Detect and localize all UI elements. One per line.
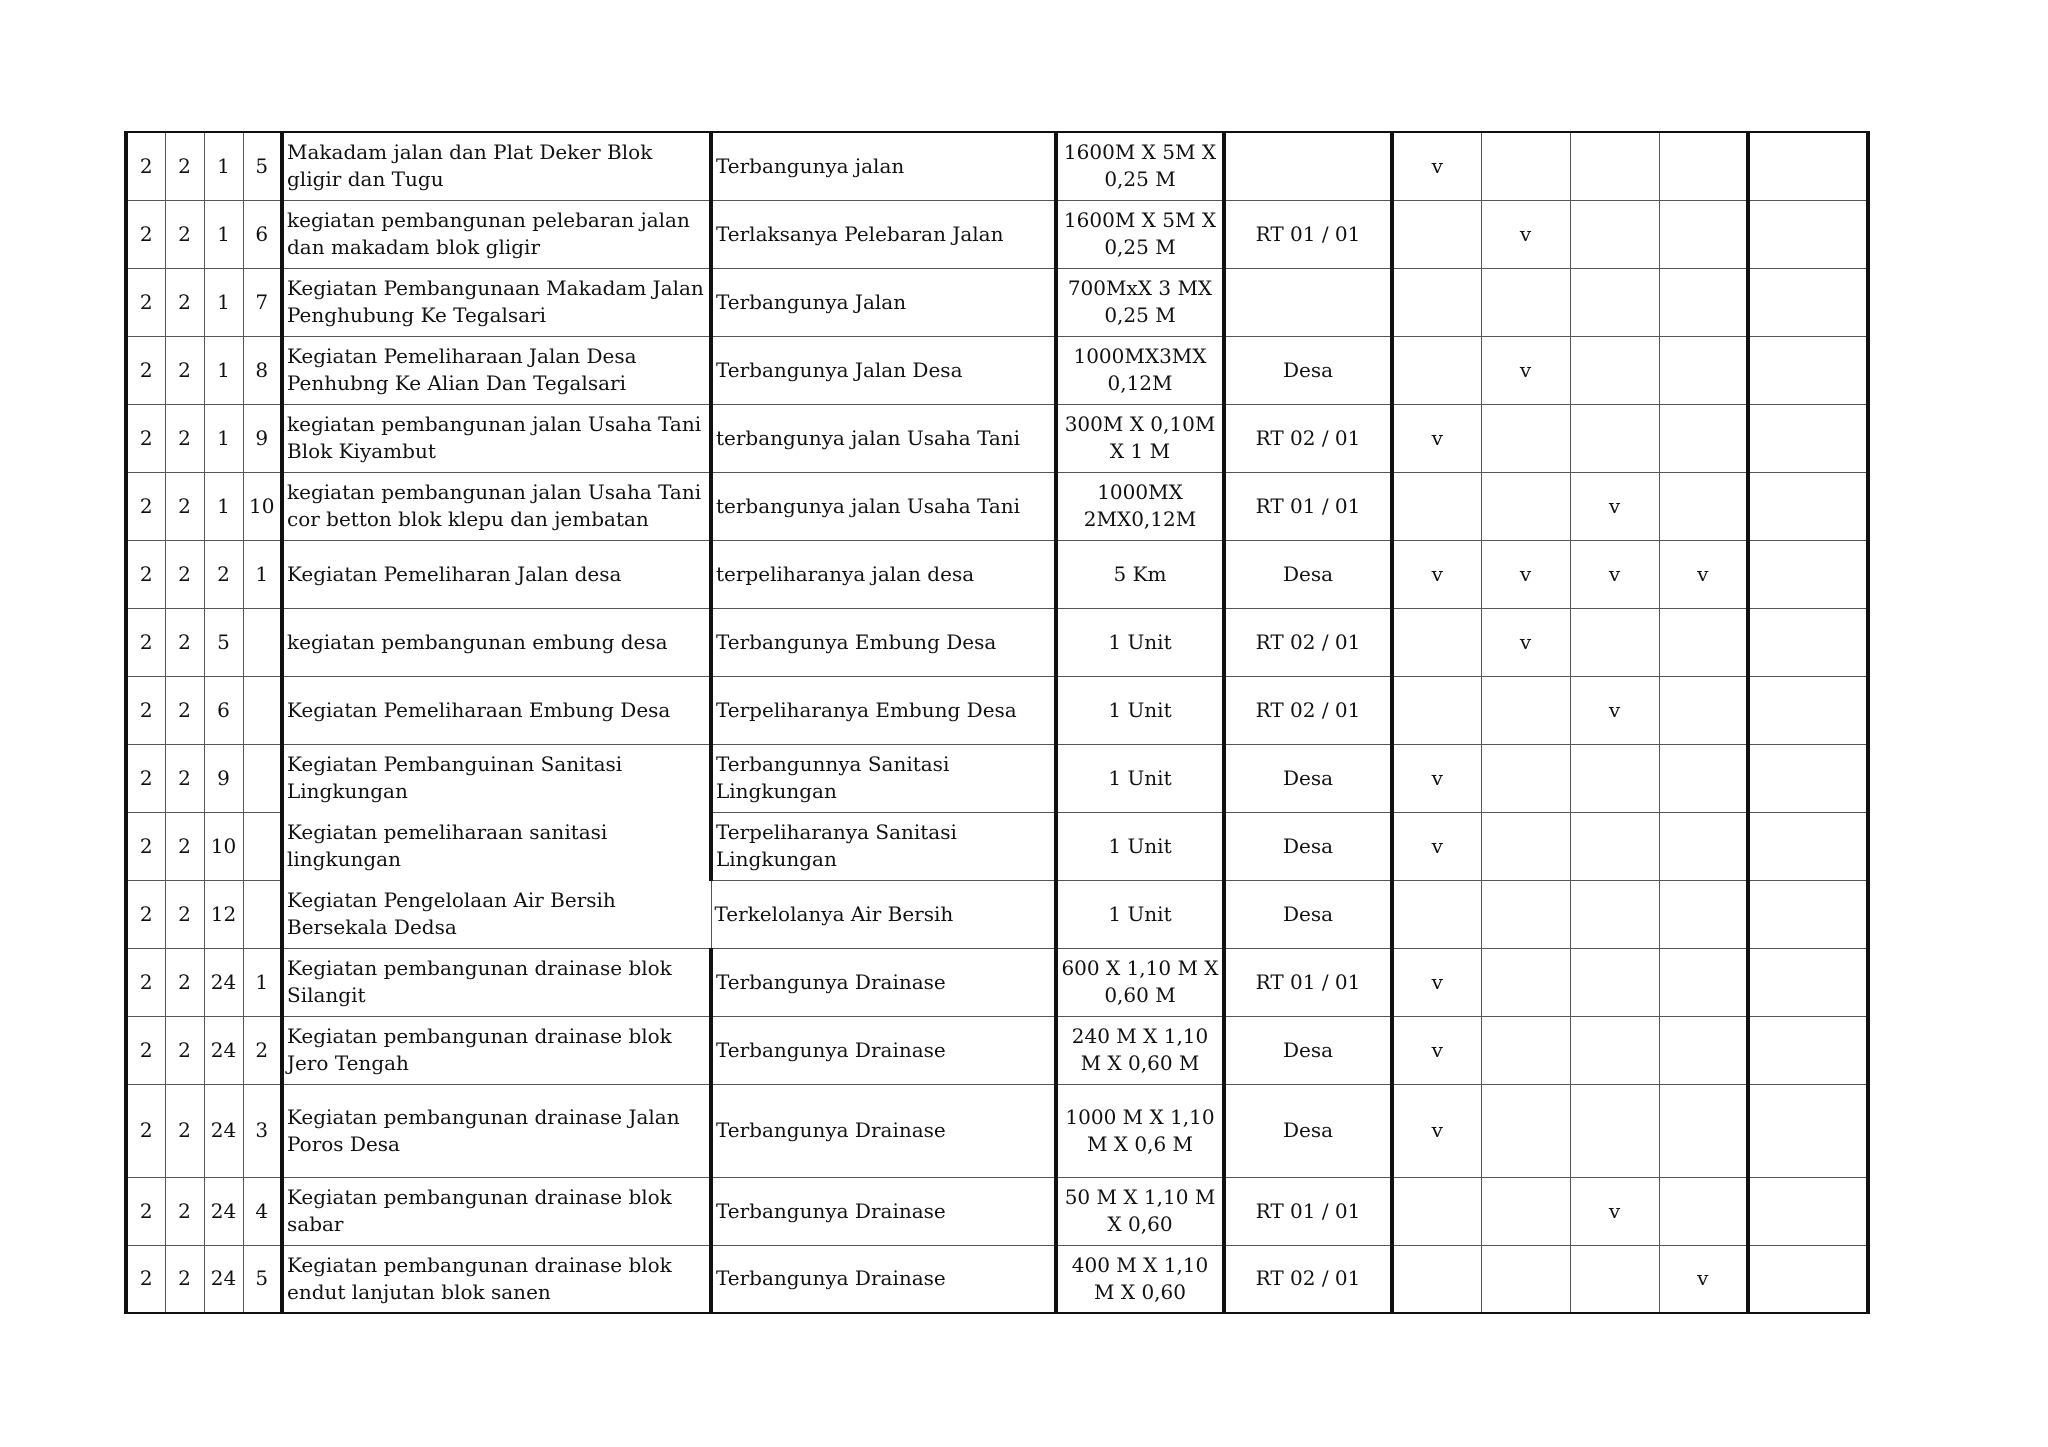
output-cell: Terbangunya Jalan bbox=[711, 268, 1056, 336]
activity-cell: Kegiatan pemeliharaan sanitasi lingkungan bbox=[282, 812, 711, 880]
location-cell: Desa bbox=[1224, 744, 1392, 812]
location-cell: RT 01 / 01 bbox=[1224, 472, 1392, 540]
code-4-cell: 7 bbox=[243, 268, 282, 336]
quarter-3-cell bbox=[1570, 1245, 1659, 1313]
code-1-cell: 2 bbox=[126, 608, 165, 676]
table-row bbox=[126, 1084, 1868, 1177]
quarter-2-cell bbox=[1481, 404, 1570, 472]
remarks-cell bbox=[1748, 404, 1868, 472]
code-1-cell: 2 bbox=[126, 1245, 165, 1313]
code-4-cell: 9 bbox=[243, 404, 282, 472]
quarter-3-cell: v bbox=[1570, 676, 1659, 744]
code-4-cell: 4 bbox=[243, 1177, 282, 1245]
quarter-1-cell bbox=[1392, 608, 1481, 676]
quarter-3-cell bbox=[1570, 880, 1659, 948]
quarter-2-cell bbox=[1481, 744, 1570, 812]
activity-cell: kegiatan pembangunan jalan Usaha Tani Blok Kiyambut bbox=[282, 404, 711, 472]
output-cell: Terkelolanya Air Bersih bbox=[711, 880, 1056, 948]
quarter-2-cell bbox=[1481, 1016, 1570, 1084]
table-row bbox=[126, 744, 1868, 812]
quarter-1-cell: v bbox=[1392, 1084, 1481, 1177]
quarter-3-cell: v bbox=[1570, 472, 1659, 540]
code-3-cell: 1 bbox=[204, 200, 243, 268]
code-4-cell: 5 bbox=[243, 132, 282, 200]
quarter-4-cell bbox=[1659, 472, 1748, 540]
activity-cell: Kegiatan Pembanguinan Sanitasi Lingkungan bbox=[282, 744, 711, 812]
table-row bbox=[126, 540, 1868, 608]
location-cell: RT 01 / 01 bbox=[1224, 1177, 1392, 1245]
table-row bbox=[126, 676, 1868, 744]
quarter-1-cell bbox=[1392, 200, 1481, 268]
location-cell: Desa bbox=[1224, 1016, 1392, 1084]
code-4-cell bbox=[243, 812, 282, 880]
quarter-1-cell bbox=[1392, 880, 1481, 948]
output-cell: Terbangunya jalan bbox=[711, 132, 1056, 200]
code-3-cell: 9 bbox=[204, 744, 243, 812]
code-1-cell: 2 bbox=[126, 132, 165, 200]
volume-cell: 600 X 1,10 M X 0,60 M bbox=[1056, 948, 1224, 1016]
quarter-4-cell bbox=[1659, 268, 1748, 336]
quarter-3-cell: v bbox=[1570, 540, 1659, 608]
quarter-2-cell: v bbox=[1481, 200, 1570, 268]
output-cell: Terlaksanya Pelebaran Jalan bbox=[711, 200, 1056, 268]
quarter-3-cell bbox=[1570, 132, 1659, 200]
quarter-1-cell bbox=[1392, 676, 1481, 744]
output-cell: Terbangunya Drainase bbox=[711, 1016, 1056, 1084]
activity-cell: Kegiatan Pemeliharaan Embung Desa bbox=[282, 676, 711, 744]
output-cell: Terbangunya Drainase bbox=[711, 1245, 1056, 1313]
quarter-2-cell: v bbox=[1481, 608, 1570, 676]
activity-cell: Kegiatan pembangunan drainase blok endut lanjutan blok sanen bbox=[282, 1245, 711, 1313]
code-3-cell: 1 bbox=[204, 268, 243, 336]
remarks-cell bbox=[1748, 200, 1868, 268]
remarks-cell bbox=[1748, 336, 1868, 404]
code-4-cell: 1 bbox=[243, 540, 282, 608]
volume-cell: 1 Unit bbox=[1056, 812, 1224, 880]
quarter-1-cell bbox=[1392, 472, 1481, 540]
quarter-3-cell bbox=[1570, 268, 1659, 336]
quarter-3-cell bbox=[1570, 1084, 1659, 1177]
quarter-4-cell: v bbox=[1659, 1245, 1748, 1313]
quarter-1-cell: v bbox=[1392, 744, 1481, 812]
location-cell: Desa bbox=[1224, 812, 1392, 880]
quarter-2-cell bbox=[1481, 1084, 1570, 1177]
quarter-2-cell bbox=[1481, 812, 1570, 880]
activity-cell: kegiatan pembangunan embung desa bbox=[282, 608, 711, 676]
location-cell bbox=[1224, 268, 1392, 336]
code-3-cell: 1 bbox=[204, 336, 243, 404]
output-cell: terbangunya jalan Usaha Tani bbox=[711, 472, 1056, 540]
code-1-cell: 2 bbox=[126, 200, 165, 268]
table-row bbox=[126, 472, 1868, 540]
volume-cell: 1000MX 2MX0,12M bbox=[1056, 472, 1224, 540]
remarks-cell bbox=[1748, 812, 1868, 880]
code-3-cell: 12 bbox=[204, 880, 243, 948]
volume-cell: 1 Unit bbox=[1056, 676, 1224, 744]
output-cell: Terbangunya Drainase bbox=[711, 1084, 1056, 1177]
code-2-cell: 2 bbox=[165, 336, 204, 404]
remarks-cell bbox=[1748, 948, 1868, 1016]
code-4-cell: 1 bbox=[243, 948, 282, 1016]
volume-cell: 1 Unit bbox=[1056, 608, 1224, 676]
quarter-1-cell: v bbox=[1392, 1016, 1481, 1084]
code-2-cell: 2 bbox=[165, 472, 204, 540]
quarter-4-cell bbox=[1659, 200, 1748, 268]
quarter-2-cell bbox=[1481, 880, 1570, 948]
location-cell: RT 02 / 01 bbox=[1224, 1245, 1392, 1313]
remarks-cell bbox=[1748, 608, 1868, 676]
table-row bbox=[126, 336, 1868, 404]
table-row bbox=[126, 1245, 1868, 1313]
table-row bbox=[126, 948, 1868, 1016]
quarter-4-cell bbox=[1659, 1177, 1748, 1245]
remarks-cell bbox=[1748, 472, 1868, 540]
quarter-4-cell bbox=[1659, 132, 1748, 200]
code-1-cell: 2 bbox=[126, 404, 165, 472]
location-cell: RT 01 / 01 bbox=[1224, 948, 1392, 1016]
quarter-2-cell bbox=[1481, 268, 1570, 336]
quarter-3-cell bbox=[1570, 404, 1659, 472]
remarks-cell bbox=[1748, 268, 1868, 336]
quarter-4-cell bbox=[1659, 812, 1748, 880]
activity-cell: Kegiatan Pembangunaan Makadam Jalan Penghubung Ke Tegalsari bbox=[282, 268, 711, 336]
table-row bbox=[126, 404, 1868, 472]
quarter-2-cell: v bbox=[1481, 540, 1570, 608]
location-cell: RT 02 / 01 bbox=[1224, 676, 1392, 744]
activity-cell: kegiatan pembangunan pelebaran jalan dan makadam blok gligir bbox=[282, 200, 711, 268]
output-cell: Terbangunya Jalan Desa bbox=[711, 336, 1056, 404]
location-cell: RT 02 / 01 bbox=[1224, 608, 1392, 676]
code-4-cell: 10 bbox=[243, 472, 282, 540]
code-2-cell: 2 bbox=[165, 540, 204, 608]
location-cell: RT 02 / 01 bbox=[1224, 404, 1392, 472]
quarter-4-cell bbox=[1659, 948, 1748, 1016]
volume-cell: 700MxX 3 MX 0,25 M bbox=[1056, 268, 1224, 336]
quarter-3-cell bbox=[1570, 744, 1659, 812]
quarter-3-cell: v bbox=[1570, 1177, 1659, 1245]
code-4-cell bbox=[243, 676, 282, 744]
quarter-3-cell bbox=[1570, 812, 1659, 880]
volume-cell: 1 Unit bbox=[1056, 880, 1224, 948]
quarter-1-cell: v bbox=[1392, 812, 1481, 880]
code-3-cell: 24 bbox=[204, 948, 243, 1016]
code-2-cell: 2 bbox=[165, 268, 204, 336]
quarter-1-cell: v bbox=[1392, 132, 1481, 200]
volume-cell: 1 Unit bbox=[1056, 744, 1224, 812]
code-1-cell: 2 bbox=[126, 336, 165, 404]
code-3-cell: 1 bbox=[204, 472, 243, 540]
quarter-2-cell bbox=[1481, 132, 1570, 200]
activity-cell: Kegiatan Pemeliharaan Jalan Desa Penhubng Ke Alian Dan Tegalsari bbox=[282, 336, 711, 404]
code-3-cell: 6 bbox=[204, 676, 243, 744]
code-3-cell: 24 bbox=[204, 1084, 243, 1177]
output-cell: Terpeliharanya Sanitasi Lingkungan bbox=[711, 812, 1056, 880]
quarter-1-cell: v bbox=[1392, 540, 1481, 608]
location-cell: Desa bbox=[1224, 336, 1392, 404]
code-4-cell bbox=[243, 880, 282, 948]
quarter-4-cell: v bbox=[1659, 540, 1748, 608]
output-cell: Terpeliharanya Embung Desa bbox=[711, 676, 1056, 744]
output-cell: Terbangunya Drainase bbox=[711, 1177, 1056, 1245]
code-1-cell: 2 bbox=[126, 1016, 165, 1084]
volume-cell: 240 M X 1,10 M X 0,60 M bbox=[1056, 1016, 1224, 1084]
location-cell: RT 01 / 01 bbox=[1224, 200, 1392, 268]
remarks-cell bbox=[1748, 1084, 1868, 1177]
code-2-cell: 2 bbox=[165, 1177, 204, 1245]
activity-cell: Kegiatan pembangunan drainase Jalan Poros Desa bbox=[282, 1084, 711, 1177]
volume-cell: 50 M X 1,10 M X 0,60 bbox=[1056, 1177, 1224, 1245]
code-2-cell: 2 bbox=[165, 744, 204, 812]
code-2-cell: 2 bbox=[165, 1084, 204, 1177]
table-row bbox=[126, 1177, 1868, 1245]
quarter-4-cell bbox=[1659, 404, 1748, 472]
code-1-cell: 2 bbox=[126, 812, 165, 880]
volume-cell: 1600M X 5M X 0,25 M bbox=[1056, 132, 1224, 200]
code-3-cell: 10 bbox=[204, 812, 243, 880]
code-2-cell: 2 bbox=[165, 948, 204, 1016]
code-2-cell: 2 bbox=[165, 676, 204, 744]
volume-cell: 5 Km bbox=[1056, 540, 1224, 608]
code-1-cell: 2 bbox=[126, 1177, 165, 1245]
remarks-cell bbox=[1748, 1016, 1868, 1084]
quarter-3-cell bbox=[1570, 1016, 1659, 1084]
code-3-cell: 1 bbox=[204, 132, 243, 200]
output-cell: terpeliharanya jalan desa bbox=[711, 540, 1056, 608]
quarter-2-cell bbox=[1481, 1245, 1570, 1313]
code-4-cell: 2 bbox=[243, 1016, 282, 1084]
quarter-1-cell bbox=[1392, 336, 1481, 404]
quarter-3-cell bbox=[1570, 200, 1659, 268]
code-1-cell: 2 bbox=[126, 540, 165, 608]
remarks-cell bbox=[1748, 1245, 1868, 1313]
code-1-cell: 2 bbox=[126, 744, 165, 812]
location-cell: Desa bbox=[1224, 540, 1392, 608]
code-1-cell: 2 bbox=[126, 676, 165, 744]
output-cell: Terbangunya Embung Desa bbox=[711, 608, 1056, 676]
activity-cell: Kegiatan pembangunan drainase blok Silangit bbox=[282, 948, 711, 1016]
table-row bbox=[126, 132, 1868, 200]
code-4-cell bbox=[243, 608, 282, 676]
output-cell: Terbangunya Drainase bbox=[711, 948, 1056, 1016]
code-1-cell: 2 bbox=[126, 880, 165, 948]
table-row bbox=[126, 812, 1868, 880]
output-cell: terbangunya jalan Usaha Tani bbox=[711, 404, 1056, 472]
code-4-cell: 6 bbox=[243, 200, 282, 268]
quarter-3-cell bbox=[1570, 948, 1659, 1016]
activity-cell: kegiatan pembangunan jalan Usaha Tani cor betton blok klepu dan jembatan bbox=[282, 472, 711, 540]
code-2-cell: 2 bbox=[165, 404, 204, 472]
code-3-cell: 2 bbox=[204, 540, 243, 608]
code-2-cell: 2 bbox=[165, 880, 204, 948]
quarter-4-cell bbox=[1659, 608, 1748, 676]
remarks-cell bbox=[1748, 1177, 1868, 1245]
code-2-cell: 2 bbox=[165, 1016, 204, 1084]
volume-cell: 1000 M X 1,10 M X 0,6 M bbox=[1056, 1084, 1224, 1177]
quarter-2-cell bbox=[1481, 676, 1570, 744]
quarter-3-cell bbox=[1570, 608, 1659, 676]
activity-cell: Kegiatan pembangunan drainase blok sabar bbox=[282, 1177, 711, 1245]
planning-table bbox=[124, 131, 1870, 1314]
activity-cell: Makadam jalan dan Plat Deker Blok gligir dan Tugu bbox=[282, 132, 711, 200]
code-1-cell: 2 bbox=[126, 1084, 165, 1177]
volume-cell: 400 M X 1,10 M X 0,60 bbox=[1056, 1245, 1224, 1313]
quarter-1-cell bbox=[1392, 1177, 1481, 1245]
remarks-cell bbox=[1748, 540, 1868, 608]
volume-cell: 1000MX3MX 0,12M bbox=[1056, 336, 1224, 404]
quarter-1-cell bbox=[1392, 268, 1481, 336]
table-body bbox=[126, 132, 1868, 1313]
quarter-1-cell: v bbox=[1392, 404, 1481, 472]
location-cell bbox=[1224, 132, 1392, 200]
code-2-cell: 2 bbox=[165, 812, 204, 880]
code-2-cell: 2 bbox=[165, 200, 204, 268]
code-4-cell: 5 bbox=[243, 1245, 282, 1313]
volume-cell: 300M X 0,10M X 1 M bbox=[1056, 404, 1224, 472]
code-2-cell: 2 bbox=[165, 1245, 204, 1313]
quarter-4-cell bbox=[1659, 1084, 1748, 1177]
quarter-2-cell bbox=[1481, 948, 1570, 1016]
code-3-cell: 5 bbox=[204, 608, 243, 676]
quarter-1-cell bbox=[1392, 1245, 1481, 1313]
quarter-4-cell bbox=[1659, 880, 1748, 948]
code-2-cell: 2 bbox=[165, 132, 204, 200]
table-row bbox=[126, 268, 1868, 336]
activity-cell: Kegiatan Pemeliharan Jalan desa bbox=[282, 540, 711, 608]
code-4-cell: 3 bbox=[243, 1084, 282, 1177]
location-cell: Desa bbox=[1224, 1084, 1392, 1177]
quarter-2-cell bbox=[1481, 472, 1570, 540]
activity-cell: Kegiatan pembangunan drainase blok Jero Tengah bbox=[282, 1016, 711, 1084]
code-2-cell: 2 bbox=[165, 608, 204, 676]
quarter-3-cell bbox=[1570, 336, 1659, 404]
table-row bbox=[126, 880, 1868, 948]
quarter-4-cell bbox=[1659, 744, 1748, 812]
quarter-4-cell bbox=[1659, 676, 1748, 744]
output-cell: Terbangunnya Sanitasi Lingkungan bbox=[711, 744, 1056, 812]
code-1-cell: 2 bbox=[126, 268, 165, 336]
remarks-cell bbox=[1748, 676, 1868, 744]
code-3-cell: 24 bbox=[204, 1177, 243, 1245]
code-3-cell: 1 bbox=[204, 404, 243, 472]
table-row bbox=[126, 1016, 1868, 1084]
activity-cell: Kegiatan Pengelolaan Air Bersih Bersekala Dedsa bbox=[282, 880, 711, 948]
code-1-cell: 2 bbox=[126, 948, 165, 1016]
remarks-cell bbox=[1748, 132, 1868, 200]
quarter-2-cell: v bbox=[1481, 336, 1570, 404]
table-row bbox=[126, 608, 1868, 676]
quarter-4-cell bbox=[1659, 336, 1748, 404]
remarks-cell bbox=[1748, 744, 1868, 812]
code-1-cell: 2 bbox=[126, 472, 165, 540]
location-cell: Desa bbox=[1224, 880, 1392, 948]
remarks-cell bbox=[1748, 880, 1868, 948]
volume-cell: 1600M X 5M X 0,25 M bbox=[1056, 200, 1224, 268]
code-4-cell: 8 bbox=[243, 336, 282, 404]
code-3-cell: 24 bbox=[204, 1016, 243, 1084]
quarter-1-cell: v bbox=[1392, 948, 1481, 1016]
table-row bbox=[126, 200, 1868, 268]
code-3-cell: 24 bbox=[204, 1245, 243, 1313]
quarter-4-cell bbox=[1659, 1016, 1748, 1084]
code-4-cell bbox=[243, 744, 282, 812]
quarter-2-cell bbox=[1481, 1177, 1570, 1245]
